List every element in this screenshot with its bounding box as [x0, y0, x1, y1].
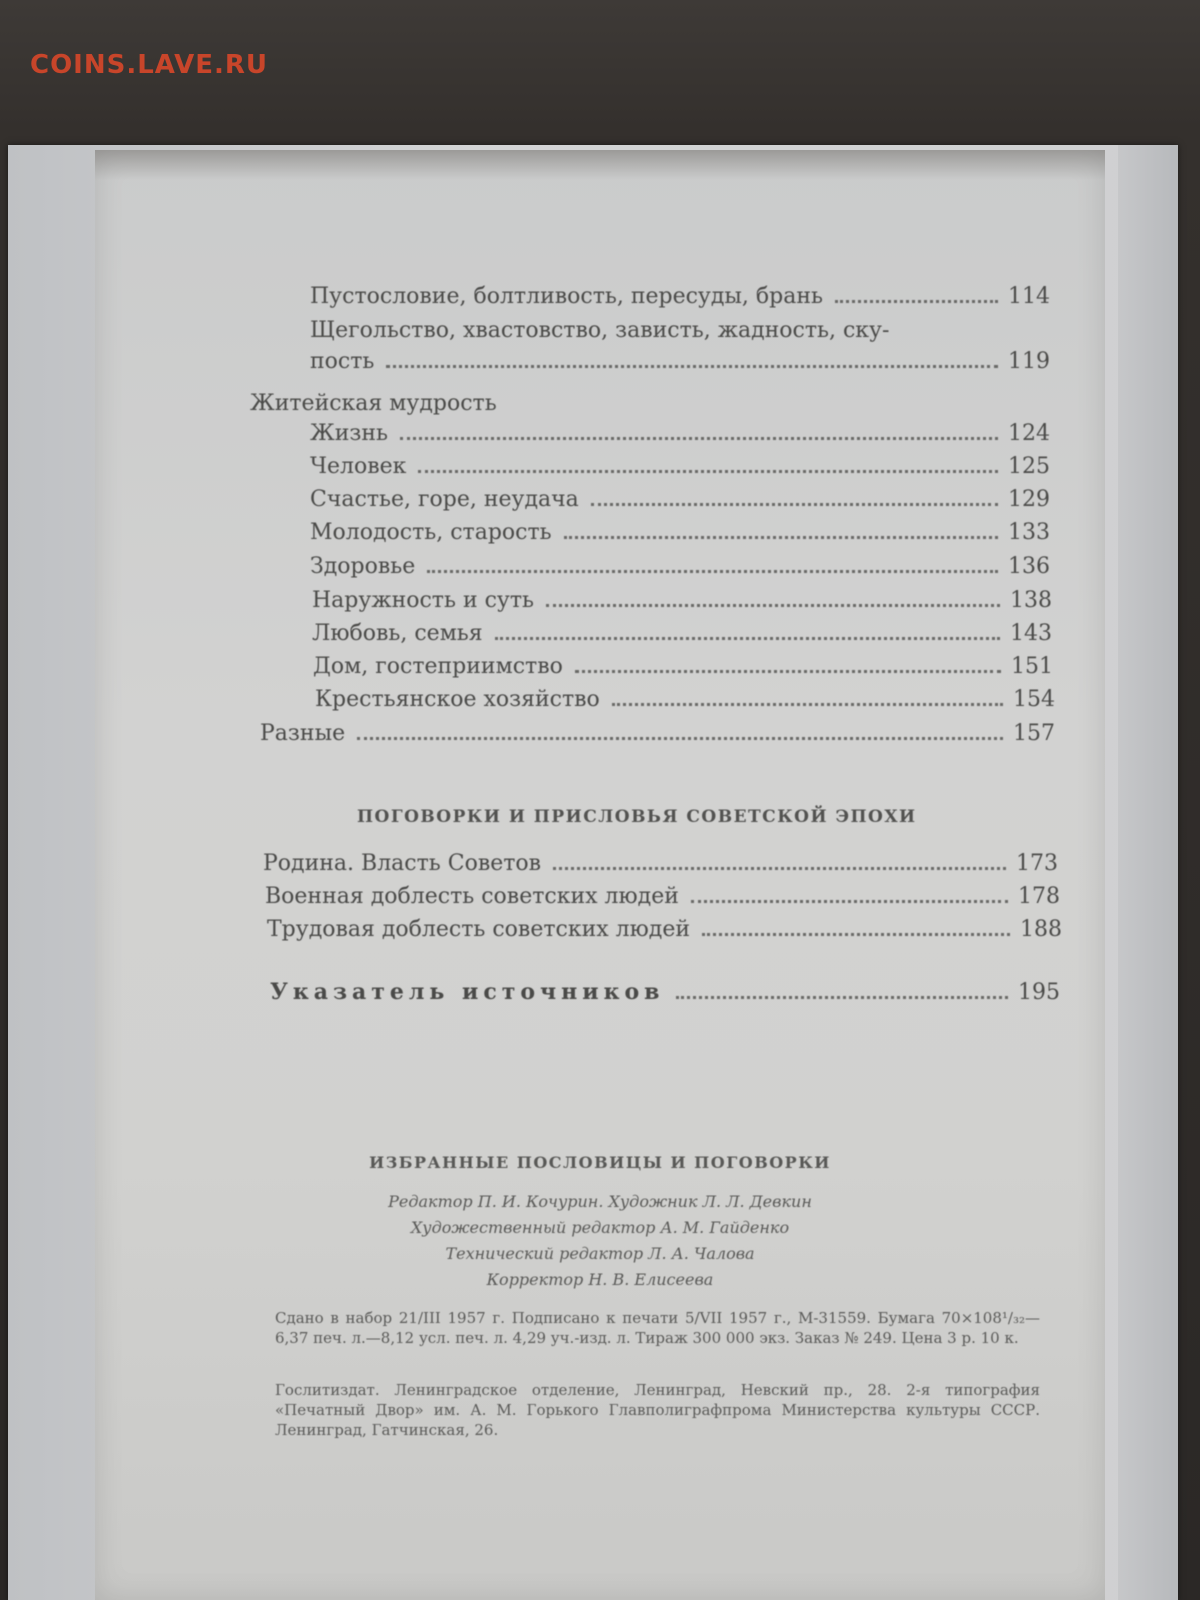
leader-dots: [553, 867, 1006, 870]
toc-entry-label: Трудовая доблесть советских людей: [267, 917, 690, 942]
toc-page-number: 143: [1010, 621, 1052, 646]
colophon-credit-editor: Редактор П. И. Кочурин. Художник Л. Л. Девкин: [388, 1192, 812, 1211]
leader-dots: [676, 996, 1008, 999]
leader-dots: [612, 703, 1003, 706]
book-page: [95, 150, 1105, 1600]
toc-entry-label: Молодость, старость: [310, 520, 552, 545]
toc-entry-love: [312, 620, 1052, 648]
colophon-publisher-details: Гослитиздат. Ленинградское отделение, Ленинград, Невский пр., 28. 2-я типография «Печатный Двор» им. А. М. Горького Главполиграфпрома Министерства культуры СССР. Ленинград, Гатчинская, 26.: [275, 1381, 1040, 1439]
page-top-shadow: [95, 150, 1105, 180]
colophon-credit-proofreader: Корректор Н. В. Елисеева: [486, 1270, 714, 1289]
toc-page-number: 129: [1008, 487, 1050, 512]
colophon-credit-art-editor: Художественный редактор А. М. Гайденко: [410, 1218, 790, 1237]
toc-entry-military-valor: [265, 883, 1060, 911]
colophon-title: ИЗБРАННЫЕ ПОСЛОВИЦЫ И ПОГОВОРКИ: [369, 1153, 831, 1172]
toc-page-number: 195: [1018, 980, 1060, 1005]
leader-dots: [575, 670, 1001, 673]
toc-entry-idle-talk: [310, 283, 1050, 311]
toc-entry-misc: [260, 720, 1055, 748]
colophon-credit-tech-editor: Технический редактор Л. А. Чалова: [445, 1244, 755, 1263]
toc-page-number: 188: [1020, 917, 1062, 942]
toc-entry-motherland: [263, 850, 1058, 878]
cover-edge: [1118, 145, 1178, 1600]
toc-entry-home: [313, 653, 1053, 681]
toc-page-number: 173: [1016, 851, 1058, 876]
toc-page-number: 151: [1011, 654, 1053, 679]
toc-entry-label: Человек: [310, 454, 407, 479]
toc-entry-sources-index: [270, 978, 1060, 1007]
toc-entry-label: Любовь, семья: [312, 621, 483, 646]
toc-page-number: 138: [1010, 588, 1052, 613]
watermark-text: COINS.LAVE.RU: [30, 50, 269, 80]
toc-entry-life: [310, 420, 1050, 448]
toc-entry-label: Счастье, горе, неудача: [310, 487, 579, 512]
toc-entry-label: Жизнь: [310, 421, 389, 446]
toc-entry-youth: [310, 519, 1050, 547]
leader-dots: [591, 503, 998, 506]
leader-dots: [418, 470, 998, 473]
toc-entry-label: Разные: [260, 721, 346, 746]
leader-dots: [386, 365, 998, 368]
leader-dots: [691, 900, 1008, 903]
leader-dots: [702, 933, 1010, 936]
leader-dots: [495, 637, 1000, 640]
toc-entry-vanity: [310, 348, 1050, 376]
leader-dots: [564, 536, 998, 539]
leader-dots: [357, 737, 1003, 740]
leader-dots: [427, 570, 998, 573]
toc-page-number: 157: [1013, 721, 1055, 746]
leader-dots: [546, 604, 1000, 607]
toc-entry-label: Родина. Власть Советов: [263, 851, 542, 876]
toc-page-number: 154: [1013, 687, 1055, 712]
toc-entry-label: Пустословие, болтливость, пересуды, брань: [310, 284, 824, 309]
toc-entry-label: Наружность и суть: [312, 588, 535, 613]
toc-entry-happiness: [310, 486, 1050, 514]
toc-entry-label: Военная доблесть советских людей: [265, 884, 679, 909]
toc-entry-label: Крестьянское хозяйство: [315, 687, 600, 712]
toc-entry-health: [310, 553, 1050, 581]
toc-entry-vanity-line1: Щегольство, хвастовство, зависть, жадность, ску-: [310, 318, 890, 343]
toc-page-number: 114: [1008, 284, 1050, 309]
toc-page-number: 119: [1008, 349, 1050, 374]
toc-page-number: 178: [1018, 884, 1060, 909]
leader-dots: [400, 437, 998, 440]
toc-page-number: 133: [1008, 520, 1050, 545]
toc-entry-label: Дом, гостеприимство: [313, 654, 563, 679]
leader-dots: [835, 300, 998, 303]
toc-entry-labor-valor: [267, 916, 1062, 944]
section-heading-soviet-era: ПОГОВОРКИ И ПРИСЛОВЬЯ СОВЕТСКОЙ ЭПОХИ: [357, 807, 917, 827]
toc-page-number: 125: [1008, 454, 1050, 479]
section-heading-life-wisdom: Житейская мудрость: [250, 391, 497, 416]
toc-entry-label: Указатель источников: [270, 979, 665, 1005]
toc-entry-appearance: [312, 587, 1052, 615]
toc-entry-farming: [315, 686, 1055, 714]
toc-entry-person: [310, 453, 1050, 481]
toc-page-number: 136: [1008, 554, 1050, 579]
toc-entry-label: пость: [310, 349, 375, 374]
toc-page-number: 124: [1008, 421, 1050, 446]
colophon-printing-details: Сдано в набор 21/III 1957 г. Подписано к печати 5/VII 1957 г., М-31559. Бумага 70×108¹/₃₂—6,37 печ. л.—8,12 усл. печ. л. 4,29 уч.-изд. л. Тираж 300 000 экз. Заказ № 249. Цена 3 р. 10 к.: [275, 1309, 1040, 1347]
toc-entry-label: Здоровье: [310, 554, 416, 579]
